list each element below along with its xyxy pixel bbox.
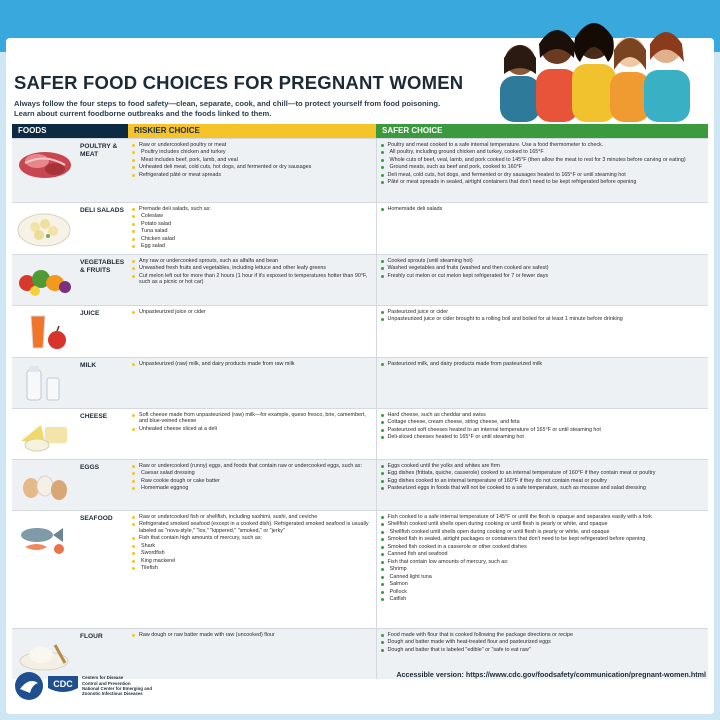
list-item: Pasteurized milk, and dairy products made from pasteurized milk: [381, 361, 703, 368]
food-name: SEAFOOD: [78, 510, 128, 628]
table-header-row: [12, 124, 708, 138]
table-row-milk: [12, 357, 708, 408]
list-item: Pâté or meat spreads in sealed, airtight containers that don't need to be kept refrigerated before opening: [381, 179, 703, 186]
list-item: Refrigerated pâté or meat spreads: [132, 172, 370, 179]
header-safer-choice: SAFER CHOICE: [376, 124, 708, 138]
list-item: Unpasteurized juice or cider: [132, 309, 370, 316]
list-item: Premade deli salads, such as:: [132, 206, 370, 213]
intro-text: [14, 99, 484, 119]
food-name: MILK: [78, 357, 128, 408]
food-choices-table: [12, 124, 708, 679]
list-item: Egg dishes cooked to an internal temperature of 160°F if they do not contain meat or poultry: [381, 478, 703, 485]
list-item: Pasteurized juice or cider: [381, 309, 703, 316]
list-item: Whole cuts of beef, veal, lamb, and pork cooked to 145°F (then allow the meat to rest for 3 minutes before carving or eating): [381, 157, 703, 164]
list-item: Potato salad: [132, 221, 370, 228]
list-item: Dough and batter made with heat-treated flour and pasteurized eggs: [381, 639, 703, 646]
food-name: FLOUR: [78, 628, 128, 679]
group-of-women-illustration: [492, 14, 702, 122]
list-item: Washed vegetables and fruits (washed and then cooked are safest): [381, 265, 703, 272]
list-item: Unwashed fresh fruits and vegetables, including lettuce and other leafy greens: [132, 265, 370, 272]
header-foods: FOODS: [12, 124, 128, 138]
list-item: Raw dough or raw batter made with raw (uncooked) flour: [132, 632, 370, 639]
intro-line-1: Always follow the four steps to food safety—clean, separate, cook, and chill—to protect yourself from food poisoning.: [14, 99, 441, 108]
seafood-image: [15, 515, 73, 557]
list-item: Fish that contain low amounts of mercury, such as:: [381, 559, 703, 566]
list-item: Smoked fish in sealed, airtight packages or containers that don't need to be kept refrigerated before opening: [381, 536, 703, 543]
list-item: Food made with flour that is cooked following the package directions or recipe: [381, 632, 703, 639]
juice-image: [15, 310, 73, 352]
table-row-juice: [12, 305, 708, 357]
cdc-line: National Center for Emerging and: [82, 686, 153, 691]
list-item: Fish cooked to a safe internal temperature of 145°F or until the flesh is opaque and separates easily with a fork: [381, 514, 703, 521]
deli-salad-image: [15, 207, 73, 249]
list-item: Smoked fish cooked in a casserole or other cooked dishes: [381, 544, 703, 551]
header-riskier-choice: RISKIER CHOICE: [128, 124, 376, 138]
list-item: Homemade eggnog: [132, 485, 370, 492]
food-name: VEGETABLES & FRUITS: [78, 254, 128, 305]
food-name: POULTRY & MEAT: [78, 138, 128, 202]
list-item: Coleslaw: [132, 213, 370, 220]
list-item: Shellfish cooked until shells open during cooking or until flesh is pearly or white, and opaque: [381, 521, 703, 528]
list-item: Pasteurized eggs in foods that will not be cooked to a safe temperature, such as mousse and salad dressing: [381, 485, 703, 492]
list-item: Shark: [132, 543, 370, 550]
list-item: Shrimp: [381, 566, 703, 573]
table-row-deli-salads: [12, 202, 708, 254]
intro-line-2: Learn about current foodborne outbreaks and the foods linked to them.: [14, 109, 272, 118]
food-name: DELI SALADS: [78, 202, 128, 254]
list-item: Raw cookie dough or cake batter: [132, 478, 370, 485]
list-item: Raw or undercooked (runny) eggs, and foods that contain raw or undercooked eggs, such as:: [132, 463, 370, 470]
list-item: Salmon: [381, 581, 703, 588]
list-item: Cut melon left out for more than 2 hours (1 hour if it's exposed to temperatures hotter than 90°F, such as a picnic or hot car): [132, 273, 370, 286]
cdc-line: Centers for Disease: [82, 675, 124, 681]
list-item: Pollock: [381, 589, 703, 596]
cdc-logo: [48, 676, 78, 696]
food-name: EGGS: [78, 459, 128, 510]
eggs-image: [15, 464, 73, 506]
list-item: Refrigerated smoked seafood (except in a cooked dish). Refrigerated smoked seafood is usually labeled as "nova-style," "lox," "kippered," "smoked," or "jerky": [132, 521, 370, 534]
svg-text:CDC: CDC: [53, 679, 73, 689]
list-item: King mackerel: [132, 558, 370, 565]
list-item: Tuna salad: [132, 228, 370, 235]
list-item: Raw or undercooked poultry or meat: [132, 142, 370, 149]
hhs-eagle-icon: [14, 671, 48, 701]
list-item: Unpasteurized (raw) milk, and dairy products made from raw milk: [132, 361, 370, 368]
list-item: Deli-sliced cheeses heated to 165°F or until steaming hot: [381, 434, 703, 441]
cdc-line: Zoonotic Infectious Diseases: [82, 691, 143, 697]
list-item: Unpasteurized juice or cider brought to a rolling boil and boiled for at least 1 minute before drinking: [381, 316, 703, 323]
list-item: Homemade deli salads: [381, 206, 703, 213]
table-row-cheese: [12, 408, 708, 459]
list-item: Cottage cheese, cream cheese, string cheese, and feta: [381, 419, 703, 426]
list-item: Hard cheese, such as cheddar and swiss: [381, 412, 703, 419]
list-item: Cooked sprouts (until steaming hot): [381, 258, 703, 265]
list-item: Raw or undercooked fish or shellfish, including sashimi, sushi, and ceviche: [132, 514, 370, 521]
list-item: Deli meat, cold cuts, hot dogs, and fermented or dry sausages heated to 165°F or until steaming hot: [381, 172, 703, 179]
list-item: Swordfish: [132, 550, 370, 557]
list-item: Unheated cheese sliced at a deli: [132, 426, 370, 433]
list-item: Chicken salad: [132, 236, 370, 243]
food-name: CHEESE: [78, 408, 128, 459]
table-row-vegetables-fruits: [12, 254, 708, 305]
cheese-image: [15, 413, 73, 455]
raw-meat-image: [15, 143, 73, 185]
cdc-line: Control and Prevention: [82, 680, 131, 686]
list-item: Eggs cooked until the yolks and whites are firm: [381, 463, 703, 470]
list-item: Canned light tuna: [381, 574, 703, 581]
list-item: Any raw or undercooked sprouts, such as alfalfa and bean: [132, 258, 370, 265]
list-item: Catfish: [381, 596, 703, 603]
list-item: Soft cheese made from unpasteurized (raw) milk—for example, queso fresco, brie, camembert, and blue-veined cheese: [132, 412, 370, 425]
accessible-version-link[interactable]: Accessible version: https://www.cdc.gov/foodsafety/communication/pregnant-women.html: [396, 670, 706, 679]
list-item: Shellfish cooked until shells open during cooking or until flesh is pearly or white, and opaque: [381, 529, 703, 536]
cdc-branding: [14, 671, 156, 701]
food-name: JUICE: [78, 305, 128, 357]
table-row-poultry-meat: [12, 138, 708, 202]
cdc-agency-name: [82, 675, 156, 697]
list-item: Ground meats, such as beef and pork, cooked to 160°F: [381, 164, 703, 171]
list-item: Fish that contain high amounts of mercury, such as:: [132, 535, 370, 542]
table-row-seafood: [12, 510, 708, 628]
list-item: Dough and batter that is labeled "edible" or "safe to eat raw": [381, 647, 703, 654]
list-item: Egg salad: [132, 243, 370, 250]
vegetables-fruits-image: [15, 259, 73, 301]
table-row-eggs: [12, 459, 708, 510]
list-item: Tilefish: [132, 565, 370, 572]
page-title: SAFER FOOD CHOICES FOR PREGNANT WOMEN: [14, 72, 464, 93]
milk-image: [15, 362, 73, 404]
list-item: All poultry, including ground chicken and turkey, cooked to 165°F: [381, 149, 703, 156]
list-item: Caesar salad dressing: [132, 470, 370, 477]
list-item: Egg dishes (frittata, quiche, casserole) cooked to an internal temperature of 160°F if they contain meat or poultry: [381, 470, 703, 477]
list-item: Meat includes beef, pork, lamb, and veal: [132, 157, 370, 164]
list-item: Freshly cut melon or cut melon kept refrigerated for 7 or fewer days: [381, 273, 703, 280]
list-item: Poultry includes chicken and turkey: [132, 149, 370, 156]
list-item: Poultry and meat cooked to a safe internal temperature. Use a food thermometer to check.: [381, 142, 703, 149]
list-item: Pasteurized soft cheeses heated to an internal temperature of 165°F or until steaming hot: [381, 427, 703, 434]
flour-image: [15, 633, 73, 675]
list-item: Canned fish and seafood: [381, 551, 703, 558]
list-item: Unheated deli meat, cold cuts, hot dogs, and fermented or dry sausages: [132, 164, 370, 171]
